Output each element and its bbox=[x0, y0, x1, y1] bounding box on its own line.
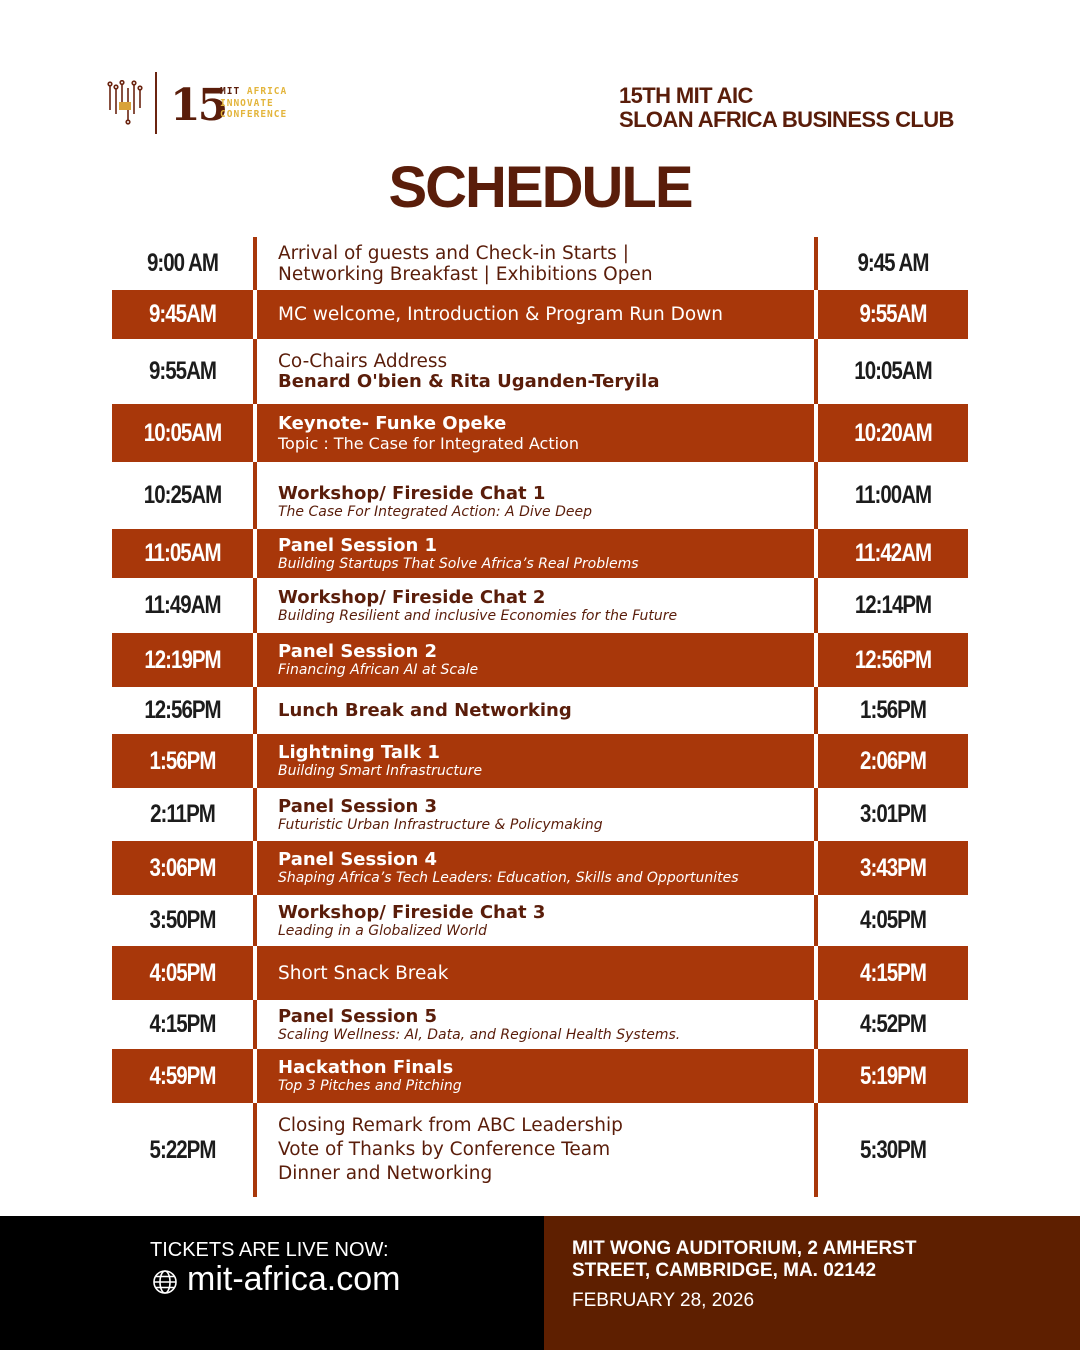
session-description bbox=[278, 339, 808, 404]
end-time: 9:45 AM bbox=[857, 249, 929, 277]
session-title: Lunch Break and Networking bbox=[278, 699, 572, 721]
organizer-heading: 15TH MIT AIC SLOAN AFRICA BUSINESS CLUB bbox=[619, 83, 954, 132]
start-time: 2:11PM bbox=[150, 800, 215, 828]
start-time: 4:59PM bbox=[149, 1061, 216, 1090]
start-time: 11:05AM bbox=[144, 539, 221, 567]
session-description bbox=[278, 462, 808, 529]
start-time: 3:06PM bbox=[149, 853, 216, 882]
session-title: Keynote- Funke Opeke bbox=[278, 412, 507, 434]
start-time: 12:19PM bbox=[144, 645, 221, 674]
schedule-row bbox=[112, 841, 968, 895]
session-description: Arrival of guests and Check-in Starts | Networking Breakfast | Exhibitions Open bbox=[278, 242, 653, 285]
end-time: 5:30PM bbox=[860, 1135, 926, 1164]
session-description bbox=[278, 734, 808, 788]
session-title: Panel Session 5 bbox=[278, 1005, 438, 1027]
end-time: 4:52PM bbox=[860, 1010, 926, 1038]
session-description: Closing Remark from ABC Leadership Vote of Thanks by Conference Team Dinner and Networking bbox=[278, 1115, 623, 1184]
website-link[interactable]: mit-africa.com bbox=[187, 1260, 401, 1298]
session-title: Panel Session 1 bbox=[278, 534, 438, 556]
schedule-row bbox=[112, 1000, 968, 1049]
globe-icon bbox=[152, 1269, 178, 1295]
session-description bbox=[278, 841, 808, 895]
schedule-row bbox=[112, 529, 968, 578]
session-title: Lightning Talk 1 bbox=[278, 742, 440, 763]
session-subtitle: Top 3 Pitches and Pitching bbox=[278, 1078, 462, 1094]
schedule-row bbox=[112, 946, 968, 1000]
session-subtitle: Topic : The Case for Integrated Action bbox=[278, 433, 579, 453]
start-time: 4:15PM bbox=[149, 1010, 216, 1038]
start-time: 10:05AM bbox=[143, 418, 222, 447]
start-time: 3:50PM bbox=[149, 906, 216, 934]
end-time: 5:19PM bbox=[860, 1061, 926, 1090]
session-title: Co-Chairs Address bbox=[278, 351, 448, 372]
schedule-row bbox=[112, 290, 968, 339]
session-title: Workshop/ Fireside Chat 3 bbox=[278, 901, 546, 923]
end-time: 9:55AM bbox=[859, 300, 927, 328]
session-title: Panel Session 3 bbox=[278, 795, 438, 817]
schedule-row bbox=[112, 1103, 968, 1197]
tickets-label: TICKETS ARE LIVE NOW: bbox=[150, 1239, 389, 1261]
schedule-row bbox=[112, 339, 968, 404]
circuit-logo-icon bbox=[106, 80, 146, 126]
start-time: 4:05PM bbox=[149, 958, 216, 987]
session-subtitle: Scaling Wellness: AI, Data, and Regional Health Systems. bbox=[278, 1026, 681, 1043]
footer-venue-panel bbox=[544, 1216, 1080, 1350]
session-title: Panel Session 2 bbox=[278, 641, 438, 662]
end-time: 11:42AM bbox=[854, 539, 932, 567]
start-time: 5:22PM bbox=[149, 1135, 216, 1164]
end-time: 12:14PM bbox=[854, 591, 932, 619]
page-title: SCHEDULE bbox=[388, 155, 692, 220]
session-subtitle: Futuristic Urban Infrastructure & Policymaking bbox=[278, 816, 603, 833]
session-title: Workshop/ Fireside Chat 1 bbox=[278, 482, 546, 504]
end-time: 2:06PM bbox=[860, 746, 926, 775]
end-time: 10:20AM bbox=[854, 418, 932, 447]
start-time: 10:25AM bbox=[143, 481, 222, 509]
end-time: 4:15PM bbox=[860, 958, 926, 987]
session-subtitle: Building Smart Infrastructure bbox=[278, 763, 483, 779]
session-description: Short Snack Break bbox=[278, 962, 449, 984]
session-title: Workshop/ Fireside Chat 2 bbox=[278, 586, 546, 608]
start-time: 11:49AM bbox=[144, 591, 221, 619]
start-time: 9:55AM bbox=[148, 357, 217, 385]
session-subtitle: Shaping Africa’s Tech Leaders: Education, Skills and Opportunites bbox=[278, 870, 739, 886]
end-time: 3:01PM bbox=[860, 800, 926, 828]
event-date: FEBRUARY 28, 2026 bbox=[572, 1290, 755, 1311]
session-description bbox=[278, 529, 808, 578]
session-description bbox=[278, 1049, 808, 1103]
venue-address: MIT WONG AUDITORIUM, 2 AMHERST STREET, CAMBRIDGE, MA. 02142 bbox=[572, 1238, 917, 1281]
session-description bbox=[278, 404, 808, 462]
session-subtitle: Building Startups That Solve Africa’s Real Problems bbox=[278, 555, 639, 572]
logo-wordmark: MIT AFRICA INNOVATE CONFERENCE bbox=[220, 86, 288, 120]
schedule-row bbox=[112, 788, 968, 841]
end-time: 4:05PM bbox=[860, 906, 926, 934]
start-time: 9:45AM bbox=[148, 300, 217, 328]
session-subtitle: Building Resilient and inclusive Economies for the Future bbox=[278, 607, 678, 624]
session-description: MC welcome, Introduction & Program Run Down bbox=[278, 304, 723, 325]
session-title: Panel Session 4 bbox=[278, 849, 438, 870]
logo-divider bbox=[155, 72, 157, 134]
end-time: 3:43PM bbox=[860, 853, 926, 882]
session-title: Hackathon Finals bbox=[278, 1057, 454, 1078]
schedule-row bbox=[112, 1049, 968, 1103]
schedule-row bbox=[112, 734, 968, 788]
session-subtitle: The Case For Integrated Action: A Dive Deep bbox=[278, 503, 592, 520]
schedule-row bbox=[112, 462, 968, 529]
schedule-row bbox=[112, 633, 968, 687]
schedule-row bbox=[112, 578, 968, 633]
start-time: 1:56PM bbox=[149, 746, 216, 775]
session-description bbox=[278, 788, 808, 841]
end-time: 11:00AM bbox=[854, 481, 932, 509]
session-description bbox=[278, 633, 808, 687]
schedule-row bbox=[112, 895, 968, 946]
start-time: 9:00 AM bbox=[147, 249, 218, 277]
session-subtitle: Leading in a Globalized World bbox=[278, 922, 488, 939]
schedule-row bbox=[112, 237, 968, 290]
end-time: 10:05AM bbox=[854, 357, 932, 385]
end-time: 12:56PM bbox=[854, 645, 932, 674]
session-description bbox=[278, 1000, 808, 1049]
session-description bbox=[278, 578, 808, 633]
session-description bbox=[278, 895, 808, 946]
schedule-row bbox=[112, 687, 968, 734]
session-subtitle: Benard O'bien & Rita Uganden-Teryila bbox=[278, 371, 660, 392]
start-time: 12:56PM bbox=[144, 696, 221, 724]
end-time: 1:56PM bbox=[860, 696, 926, 724]
logo-number: 15 bbox=[170, 80, 226, 131]
session-subtitle: Financing African AI at Scale bbox=[278, 662, 479, 678]
session-description bbox=[278, 687, 808, 734]
schedule-row bbox=[112, 404, 968, 462]
